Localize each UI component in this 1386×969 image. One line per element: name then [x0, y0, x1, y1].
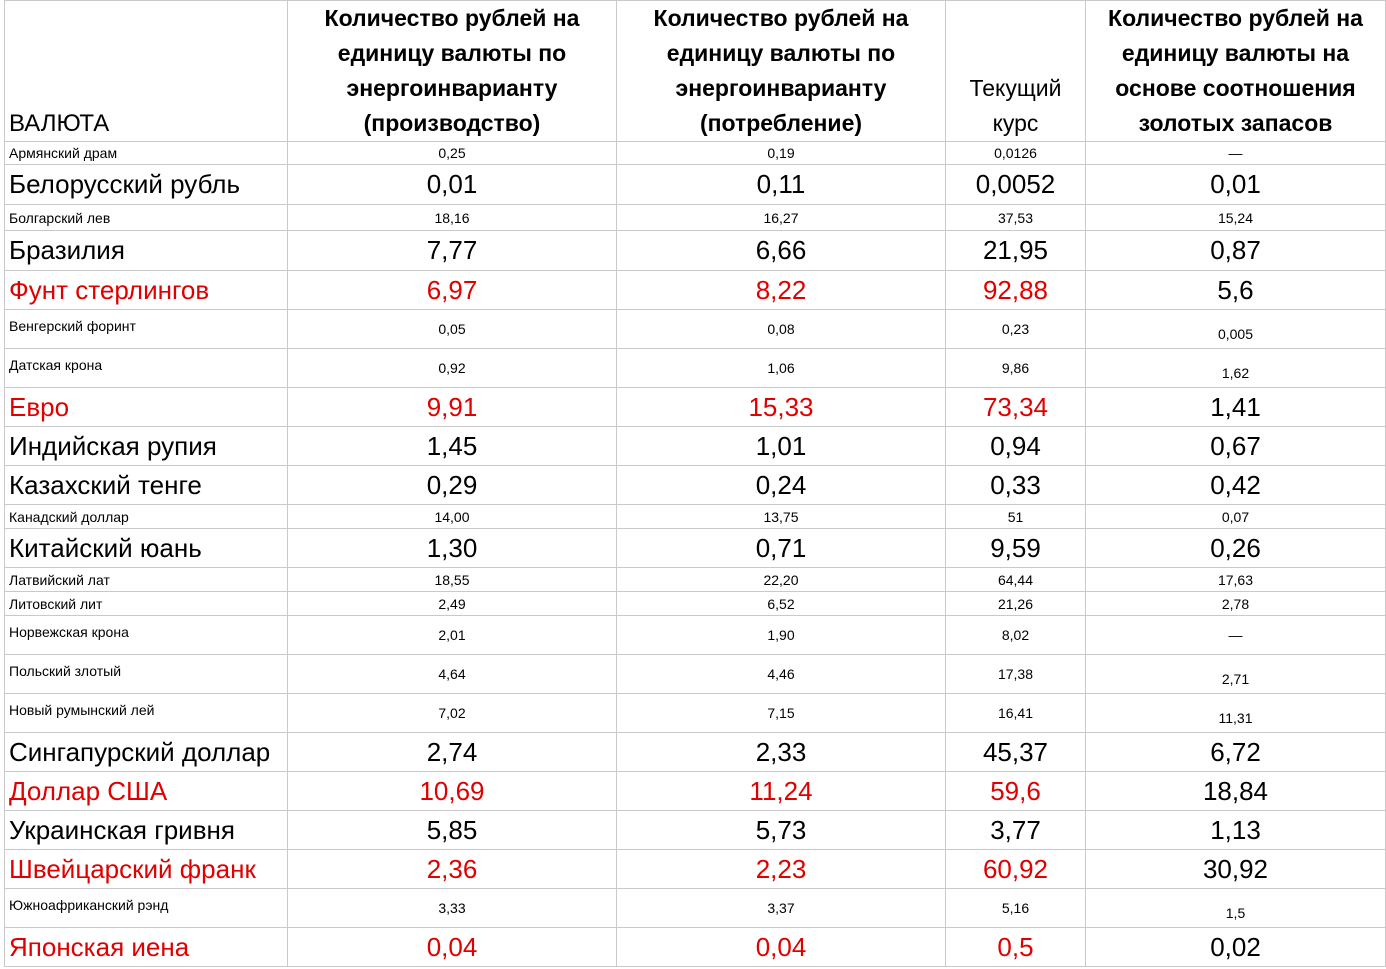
header-gold-reserves: Количество рублей на единицу валюты на основе соотношения золотых запасов [1086, 1, 1386, 142]
production-value-cell: 5,85 [288, 811, 617, 850]
current-rate-cell: 73,34 [946, 388, 1086, 427]
gold-reserve-value-cell: — [1086, 142, 1386, 165]
currency-name-cell: Литовский лит [5, 592, 288, 616]
production-value-cell: 2,36 [288, 850, 617, 889]
production-value-cell: 0,29 [288, 466, 617, 505]
table-row [5, 529, 1386, 568]
table-body [5, 142, 1386, 967]
consumption-value-cell: 2,23 [617, 850, 946, 889]
production-value-cell: 2,49 [288, 592, 617, 616]
production-value-cell: 4,64 [288, 655, 617, 694]
table-row [5, 772, 1386, 811]
consumption-value-cell: 3,37 [617, 889, 946, 928]
table-row [5, 271, 1386, 310]
currency-name-cell: Индийская рупия [5, 427, 288, 466]
table-row [5, 850, 1386, 889]
table-row [5, 655, 1386, 694]
currency-name-cell: Латвийский лат [5, 568, 288, 592]
current-rate-cell: 51 [946, 505, 1086, 529]
consumption-value-cell: 0,11 [617, 165, 946, 205]
consumption-value-cell: 1,90 [617, 616, 946, 655]
table-row [5, 889, 1386, 928]
table-row [5, 231, 1386, 271]
consumption-value-cell: 8,22 [617, 271, 946, 310]
production-value-cell: 9,91 [288, 388, 617, 427]
current-rate-cell: 21,95 [946, 231, 1086, 271]
header-current-rate: Текущий курс [946, 1, 1086, 142]
gold-reserve-value-cell: 1,5 [1086, 889, 1386, 928]
table-row [5, 205, 1386, 231]
current-rate-cell: 92,88 [946, 271, 1086, 310]
production-value-cell: 6,97 [288, 271, 617, 310]
currency-name-cell: Белорусский рубль [5, 165, 288, 205]
current-rate-cell: 5,16 [946, 889, 1086, 928]
gold-reserve-value-cell: 0,67 [1086, 427, 1386, 466]
consumption-value-cell: 7,15 [617, 694, 946, 733]
consumption-value-cell: 22,20 [617, 568, 946, 592]
table-row [5, 568, 1386, 592]
consumption-value-cell: 1,01 [617, 427, 946, 466]
consumption-value-cell: 6,52 [617, 592, 946, 616]
currency-name-cell: Японская иена [5, 928, 288, 967]
production-value-cell: 10,69 [288, 772, 617, 811]
consumption-value-cell: 0,24 [617, 466, 946, 505]
table-row [5, 349, 1386, 388]
current-rate-cell: 8,02 [946, 616, 1086, 655]
currency-comparison-table [4, 0, 1386, 967]
currency-name-cell: Сингапурский доллар [5, 733, 288, 772]
currency-name-cell: Швейцарский франк [5, 850, 288, 889]
table-row [5, 466, 1386, 505]
consumption-value-cell: 16,27 [617, 205, 946, 231]
current-rate-cell: 3,77 [946, 811, 1086, 850]
consumption-value-cell: 0,08 [617, 310, 946, 349]
production-value-cell: 2,01 [288, 616, 617, 655]
gold-reserve-value-cell: 2,71 [1086, 655, 1386, 694]
production-value-cell: 0,04 [288, 928, 617, 967]
currency-name-cell: Польский злотый [5, 655, 288, 694]
consumption-value-cell: 1,06 [617, 349, 946, 388]
production-value-cell: 7,02 [288, 694, 617, 733]
gold-reserve-value-cell: 6,72 [1086, 733, 1386, 772]
production-value-cell: 3,33 [288, 889, 617, 928]
current-rate-cell: 16,41 [946, 694, 1086, 733]
currency-name-cell: Новый румынский лей [5, 694, 288, 733]
production-value-cell: 1,45 [288, 427, 617, 466]
gold-reserve-value-cell: 0,01 [1086, 165, 1386, 205]
current-rate-cell: 59,6 [946, 772, 1086, 811]
current-rate-cell: 0,0126 [946, 142, 1086, 165]
currency-name-cell: Бразилия [5, 231, 288, 271]
consumption-value-cell: 13,75 [617, 505, 946, 529]
consumption-value-cell: 4,46 [617, 655, 946, 694]
table-row [5, 694, 1386, 733]
current-rate-cell: 64,44 [946, 568, 1086, 592]
consumption-value-cell: 0,04 [617, 928, 946, 967]
header-currency: ВАЛЮТА [5, 1, 288, 142]
table-row [5, 310, 1386, 349]
gold-reserve-value-cell: 15,24 [1086, 205, 1386, 231]
consumption-value-cell: 0,71 [617, 529, 946, 568]
table-row [5, 811, 1386, 850]
table-row [5, 592, 1386, 616]
current-rate-cell: 21,26 [946, 592, 1086, 616]
consumption-value-cell: 2,33 [617, 733, 946, 772]
consumption-value-cell: 6,66 [617, 231, 946, 271]
gold-reserve-value-cell: 2,78 [1086, 592, 1386, 616]
gold-reserve-value-cell: 0,87 [1086, 231, 1386, 271]
production-value-cell: 1,30 [288, 529, 617, 568]
currency-name-cell: Канадский доллар [5, 505, 288, 529]
gold-reserve-value-cell: 18,84 [1086, 772, 1386, 811]
currency-name-cell: Доллар США [5, 772, 288, 811]
current-rate-cell: 0,33 [946, 466, 1086, 505]
current-rate-cell: 60,92 [946, 850, 1086, 889]
table-row [5, 165, 1386, 205]
currency-name-cell: Венгерский форинт [5, 310, 288, 349]
table-row [5, 505, 1386, 529]
table-row [5, 142, 1386, 165]
gold-reserve-value-cell: 0,42 [1086, 466, 1386, 505]
current-rate-cell: 37,53 [946, 205, 1086, 231]
production-value-cell: 7,77 [288, 231, 617, 271]
production-value-cell: 0,05 [288, 310, 617, 349]
header-row [5, 1, 1386, 142]
currency-name-cell: Евро [5, 388, 288, 427]
current-rate-cell: 0,0052 [946, 165, 1086, 205]
gold-reserve-value-cell: — [1086, 616, 1386, 655]
current-rate-cell: 9,86 [946, 349, 1086, 388]
gold-reserve-value-cell: 17,63 [1086, 568, 1386, 592]
production-value-cell: 0,92 [288, 349, 617, 388]
currency-name-cell: Норвежская крона [5, 616, 288, 655]
current-rate-cell: 0,5 [946, 928, 1086, 967]
current-rate-cell: 45,37 [946, 733, 1086, 772]
gold-reserve-value-cell: 0,02 [1086, 928, 1386, 967]
currency-name-cell: Армянский драм [5, 142, 288, 165]
current-rate-cell: 9,59 [946, 529, 1086, 568]
production-value-cell: 14,00 [288, 505, 617, 529]
table-row [5, 427, 1386, 466]
production-value-cell: 0,25 [288, 142, 617, 165]
gold-reserve-value-cell: 0,005 [1086, 310, 1386, 349]
currency-name-cell: Фунт стерлингов [5, 271, 288, 310]
table-row [5, 388, 1386, 427]
consumption-value-cell: 5,73 [617, 811, 946, 850]
table-row [5, 616, 1386, 655]
consumption-value-cell: 0,19 [617, 142, 946, 165]
currency-name-cell: Датская крона [5, 349, 288, 388]
currency-name-cell: Украинская гривня [5, 811, 288, 850]
gold-reserve-value-cell: 0,07 [1086, 505, 1386, 529]
currency-name-cell: Южноафриканский рэнд [5, 889, 288, 928]
table-row [5, 733, 1386, 772]
currency-name-cell: Болгарский лев [5, 205, 288, 231]
production-value-cell: 18,55 [288, 568, 617, 592]
gold-reserve-value-cell: 1,41 [1086, 388, 1386, 427]
currency-name-cell: Китайский юань [5, 529, 288, 568]
current-rate-cell: 17,38 [946, 655, 1086, 694]
production-value-cell: 0,01 [288, 165, 617, 205]
currency-name-cell: Казахский тенге [5, 466, 288, 505]
gold-reserve-value-cell: 1,62 [1086, 349, 1386, 388]
production-value-cell: 2,74 [288, 733, 617, 772]
table-row [5, 928, 1386, 967]
header-energy-production: Количество рублей на единицу валюты по энергоинварианту (производство) [288, 1, 617, 142]
production-value-cell: 18,16 [288, 205, 617, 231]
current-rate-cell: 0,94 [946, 427, 1086, 466]
gold-reserve-value-cell: 0,26 [1086, 529, 1386, 568]
gold-reserve-value-cell: 1,13 [1086, 811, 1386, 850]
header-energy-consumption: Количество рублей на единицу валюты по энергоинварианту (потребление) [617, 1, 946, 142]
consumption-value-cell: 15,33 [617, 388, 946, 427]
current-rate-cell: 0,23 [946, 310, 1086, 349]
gold-reserve-value-cell: 11,31 [1086, 694, 1386, 733]
gold-reserve-value-cell: 5,6 [1086, 271, 1386, 310]
gold-reserve-value-cell: 30,92 [1086, 850, 1386, 889]
consumption-value-cell: 11,24 [617, 772, 946, 811]
